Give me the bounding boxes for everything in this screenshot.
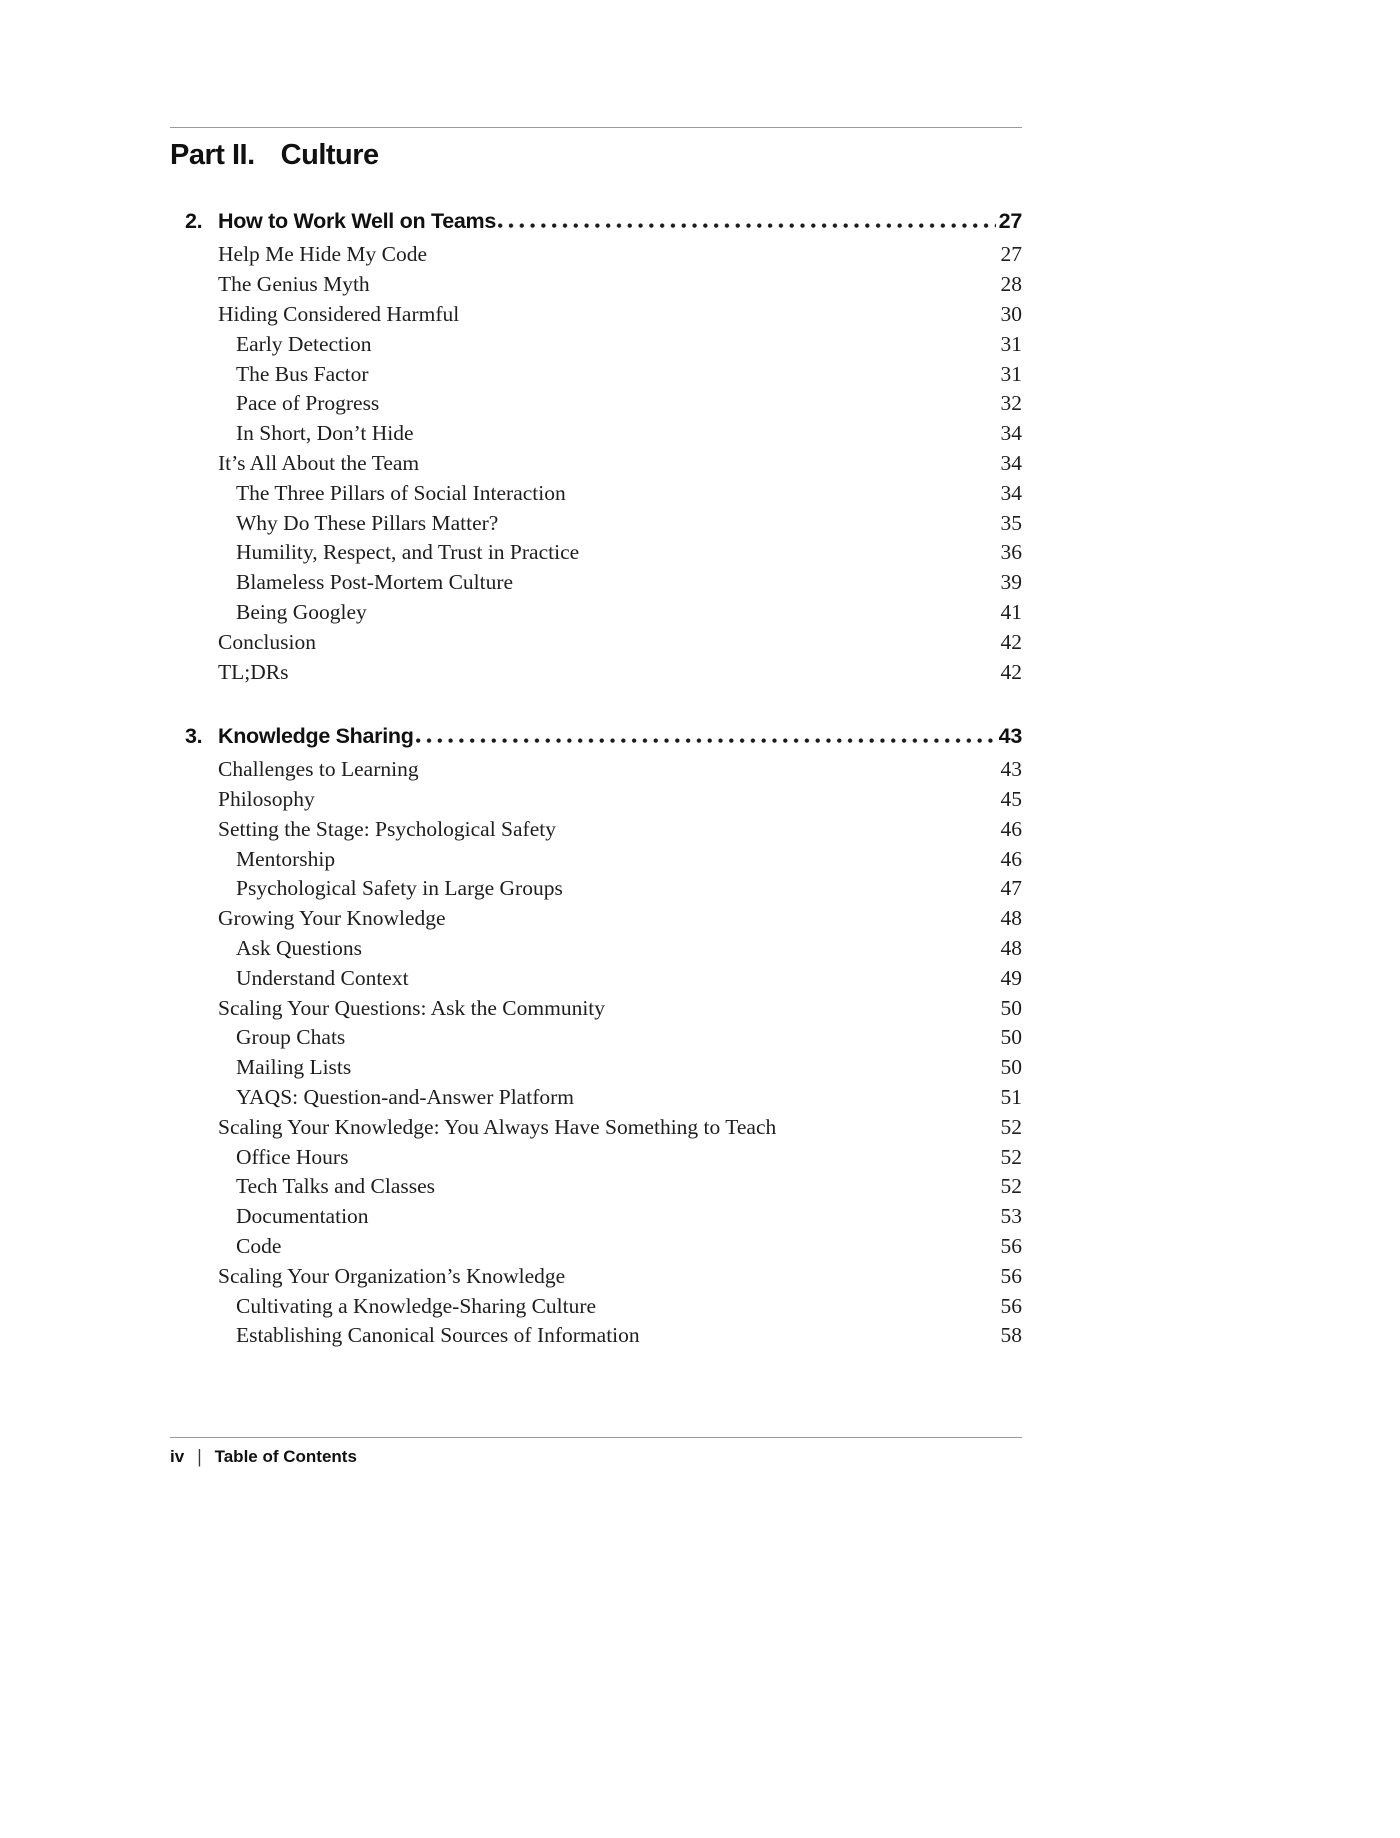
entry-label: YAQS: Question-and-Answer Platform <box>236 1085 574 1110</box>
toc-entry <box>170 1143 1022 1173</box>
entry-label: Early Detection <box>236 331 372 356</box>
toc-entry <box>170 598 1022 628</box>
entry-label: Group Chats <box>236 1025 346 1050</box>
entry-label: It’s All About the Team <box>218 450 420 475</box>
top-rule <box>170 127 1022 128</box>
toc-entry <box>170 785 1022 815</box>
entry-label: Pace of Progress <box>236 391 380 416</box>
entry-label: Why Do These Pillars Matter? <box>236 510 499 535</box>
toc-entry <box>170 1232 1022 1262</box>
toc-entry <box>170 1023 1022 1053</box>
entry-page-number: 48 <box>1000 936 1022 961</box>
entry-page-number: 56 <box>1000 1293 1022 1318</box>
chapter-title: Knowledge Sharing <box>218 724 414 749</box>
toc-entry <box>170 628 1022 658</box>
entry-page-number: 49 <box>1000 965 1022 990</box>
chapter-number: 2. <box>185 209 203 234</box>
content-column <box>170 0 1022 1351</box>
entry-page-number: 51 <box>1000 1085 1022 1110</box>
entry-label: Scaling Your Knowledge: You Always Have Something to Teach <box>218 1114 777 1139</box>
entry-label: Conclusion <box>218 629 316 654</box>
toc-entry <box>170 538 1022 568</box>
entry-label: Documentation <box>236 1204 369 1229</box>
toc-entry <box>170 449 1022 479</box>
toc-entry <box>170 1172 1022 1202</box>
toc-entry <box>170 934 1022 964</box>
toc-chapter <box>170 208 1022 687</box>
entry-page-number: 58 <box>1000 1323 1022 1348</box>
entry-label: The Bus Factor <box>236 361 369 386</box>
entry-page-number: 50 <box>1000 1055 1022 1080</box>
entry-label: The Genius Myth <box>218 272 370 297</box>
entry-label: Office Hours <box>236 1144 349 1169</box>
part-title: Culture <box>280 139 379 171</box>
entry-label: TL;DRs <box>218 659 289 684</box>
entry-label: Being Googley <box>236 599 367 624</box>
toc-entry <box>170 1053 1022 1083</box>
entry-page-number: 41 <box>1000 599 1022 624</box>
chapter-entries <box>170 240 1022 687</box>
entry-page-number: 56 <box>1000 1263 1022 1288</box>
entry-page-number: 35 <box>1000 510 1022 535</box>
toc-entry <box>170 964 1022 994</box>
toc-entry <box>170 904 1022 934</box>
footer-label: Table of Contents <box>214 1447 357 1466</box>
toc-entry <box>170 419 1022 449</box>
entry-page-number: 52 <box>1000 1114 1022 1139</box>
entry-label: Blameless Post-Mortem Culture <box>236 570 514 595</box>
entry-label: Tech Talks and Classes <box>236 1174 436 1199</box>
entry-page-number: 28 <box>1000 272 1022 297</box>
entry-label: Humility, Respect, and Trust in Practice <box>236 540 580 565</box>
toc-entry <box>170 994 1022 1024</box>
chapter-title: How to Work Well on Teams <box>218 209 497 234</box>
chapter-entries <box>170 755 1022 1351</box>
entry-page-number: 47 <box>1000 876 1022 901</box>
entry-page-number: 34 <box>1000 450 1022 475</box>
toc-entry <box>170 330 1022 360</box>
toc-entry <box>170 568 1022 598</box>
toc-entry <box>170 845 1022 875</box>
toc-entry <box>170 755 1022 785</box>
toc-entry <box>170 1202 1022 1232</box>
entry-label: Code <box>236 1234 282 1259</box>
chapter-heading <box>170 208 1022 235</box>
toc-entry <box>170 1113 1022 1143</box>
toc-entry <box>170 1083 1022 1113</box>
entry-label: Challenges to Learning <box>218 757 419 782</box>
entry-label: Help Me Hide My Code <box>218 242 427 267</box>
toc-entry <box>170 1321 1022 1351</box>
entry-label: Establishing Canonical Sources of Information <box>236 1323 640 1348</box>
footer <box>170 1437 1022 1467</box>
entry-page-number: 50 <box>1000 995 1022 1020</box>
toc-entry <box>170 874 1022 904</box>
entry-page-number: 52 <box>1000 1174 1022 1199</box>
chapter-heading <box>170 723 1022 750</box>
dot-leader <box>416 738 996 743</box>
entry-page-number: 42 <box>1000 659 1022 684</box>
toc-entry <box>170 360 1022 390</box>
entry-page-number: 39 <box>1000 570 1022 595</box>
entry-page-number: 48 <box>1000 906 1022 931</box>
toc-entry <box>170 479 1022 509</box>
part-heading <box>170 139 1022 172</box>
toc-entry <box>170 240 1022 270</box>
toc-entry <box>170 658 1022 688</box>
chapter-page-number: 27 <box>998 209 1022 234</box>
entry-label: Hiding Considered Harmful <box>218 301 460 326</box>
entry-page-number: 45 <box>1000 787 1022 812</box>
entry-page-number: 43 <box>1000 757 1022 782</box>
entry-page-number: 52 <box>1000 1144 1022 1169</box>
entry-label: Psychological Safety in Large Groups <box>236 876 563 901</box>
entry-page-number: 30 <box>1000 301 1022 326</box>
toc-chapter <box>170 723 1022 1351</box>
entry-label: Growing Your Knowledge <box>218 906 446 931</box>
chapter-page-number: 43 <box>998 724 1022 749</box>
entry-page-number: 50 <box>1000 1025 1022 1050</box>
chapter-number: 3. <box>185 724 203 749</box>
footer-rule <box>170 1437 1022 1438</box>
entry-page-number: 46 <box>1000 816 1022 841</box>
entry-page-number: 46 <box>1000 846 1022 871</box>
entry-label: Cultivating a Knowledge-Sharing Culture <box>236 1293 597 1318</box>
footer-row <box>170 1447 1022 1467</box>
entry-page-number: 36 <box>1000 540 1022 565</box>
entry-page-number: 31 <box>1000 331 1022 356</box>
entry-page-number: 32 <box>1000 391 1022 416</box>
entry-label: Mailing Lists <box>236 1055 352 1080</box>
entry-label: Understand Context <box>236 965 409 990</box>
entry-label: Ask Questions <box>236 936 363 961</box>
entry-label: Mentorship <box>236 846 336 871</box>
toc-entry <box>170 1292 1022 1322</box>
toc-entry <box>170 509 1022 539</box>
entry-page-number: 34 <box>1000 421 1022 446</box>
entry-label: Setting the Stage: Psychological Safety <box>218 816 556 841</box>
toc-entry <box>170 270 1022 300</box>
footer-page-number: iv <box>170 1447 185 1466</box>
footer-separator: | <box>197 1446 202 1467</box>
toc-entry <box>170 389 1022 419</box>
entry-page-number: 53 <box>1000 1204 1022 1229</box>
entry-page-number: 34 <box>1000 480 1022 505</box>
dot-leader <box>498 223 996 228</box>
entry-label: Scaling Your Questions: Ask the Community <box>218 995 606 1020</box>
entry-label: The Three Pillars of Social Interaction <box>236 480 566 505</box>
entry-page-number: 42 <box>1000 629 1022 654</box>
toc-entry <box>170 300 1022 330</box>
entry-page-number: 27 <box>1000 242 1022 267</box>
toc-entry <box>170 1262 1022 1292</box>
toc <box>170 208 1022 1351</box>
entry-page-number: 31 <box>1000 361 1022 386</box>
entry-label: Philosophy <box>218 787 315 812</box>
part-label: Part II. <box>170 139 255 171</box>
toc-entry <box>170 815 1022 845</box>
entry-label: Scaling Your Organization’s Knowledge <box>218 1263 566 1288</box>
entry-label: In Short, Don’t Hide <box>236 421 414 446</box>
entry-page-number: 56 <box>1000 1234 1022 1259</box>
